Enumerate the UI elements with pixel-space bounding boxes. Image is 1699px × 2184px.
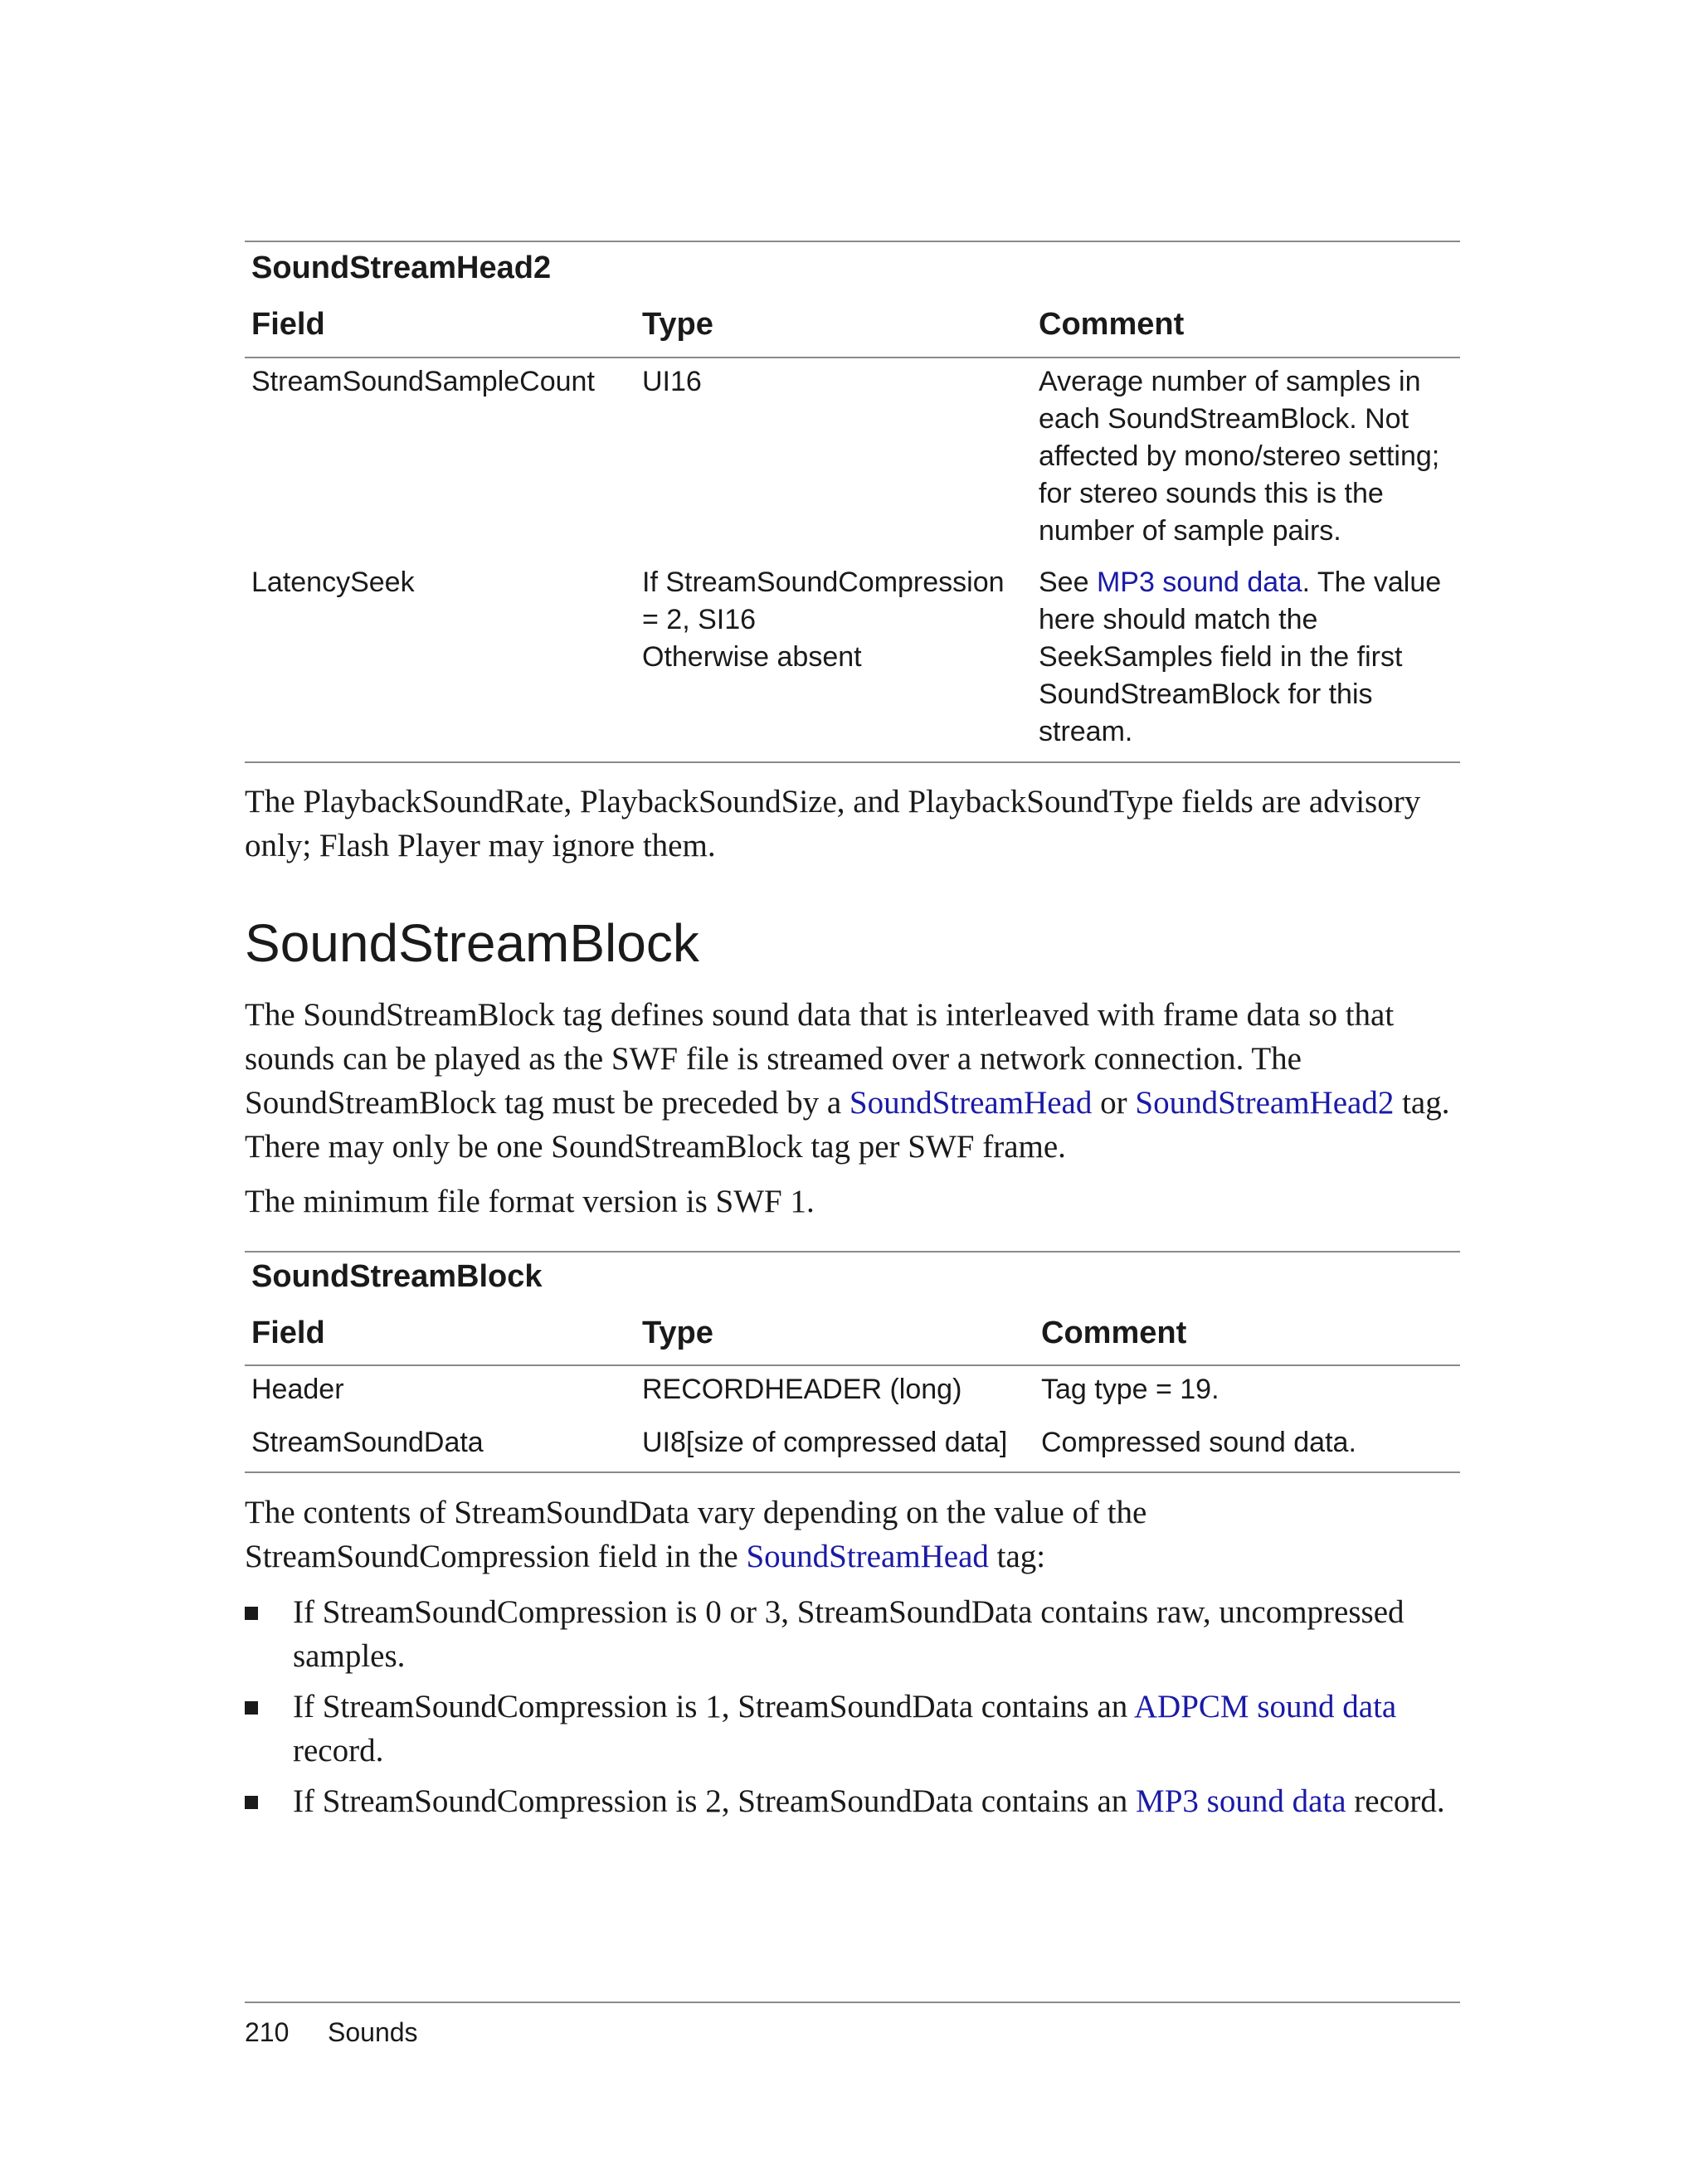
table-title: SoundStreamBlock — [251, 1259, 543, 1294]
type-line: If StreamSoundCompression — [642, 567, 1005, 598]
intro-paragraph — [245, 993, 1460, 1169]
table-top-rule — [245, 1251, 1460, 1253]
list-item-text — [293, 1779, 1460, 1823]
comment-cell: Compressed sound data. — [1041, 1427, 1356, 1458]
contents-text: tag: — [988, 1539, 1046, 1574]
footer-section-name: Sounds — [328, 2017, 418, 2047]
type-line: Otherwise absent — [642, 641, 862, 673]
table-header-rule — [245, 357, 1460, 358]
soundstreamhead2-link[interactable]: SoundStreamHead2 — [1135, 1085, 1395, 1121]
intro-text: The SoundStreamBlock tag defines sound data that is interleaved with frame data so that sounds can be played as the SWF file is streamed over a network connection. The SoundStreamBlock tag must be preceded by a — [245, 997, 1395, 1121]
page-number: 210 — [245, 2017, 290, 2047]
column-header-comment: Comment — [1039, 307, 1185, 342]
type-cell: UI8[size of compressed data] — [642, 1427, 1008, 1458]
soundstreamhead-link[interactable]: SoundStreamHead — [849, 1085, 1093, 1121]
table-top-rule — [245, 241, 1460, 242]
soundstreamhead-link[interactable]: SoundStreamHead — [746, 1539, 989, 1574]
comment-cell — [1039, 564, 1453, 751]
field-cell: StreamSoundData — [251, 1427, 484, 1458]
type-line: = 2, SI16 — [642, 604, 757, 635]
column-header-type: Type — [642, 1316, 713, 1350]
footer-rule — [245, 2002, 1460, 2003]
soundstreamblock-table — [245, 1251, 1460, 1475]
min-version-paragraph: The minimum file format version is SWF 1. — [245, 1184, 815, 1219]
intro-text: tag. There may only be one SoundStreamBlock tag per SWF frame. — [245, 1085, 1450, 1165]
type-cell — [642, 564, 1036, 676]
advisory-paragraph: The PlaybackSoundRate, PlaybackSoundSize, and PlaybackSoundType fields are advisory only; Flash Player may ignore them. — [245, 784, 1421, 863]
mp3-sound-data-link[interactable]: MP3 sound data — [1136, 1783, 1346, 1819]
field-cell: LatencySeek — [251, 567, 415, 598]
comment-text: . The value here should match the SeekSamples field in the first SoundStreamBlock for this stream. — [1039, 567, 1442, 747]
section-heading: SoundStreamBlock — [245, 913, 699, 973]
field-cell: StreamSoundSampleCount — [251, 366, 595, 397]
list-item-text — [293, 1590, 1460, 1678]
column-header-field: Field — [251, 307, 325, 342]
table-header-rule — [245, 1364, 1460, 1366]
comment-text: See — [1039, 567, 1097, 598]
column-header-field: Field — [251, 1316, 325, 1350]
list-item-text-part: If StreamSoundCompression is 1, StreamSoundData contains an — [293, 1689, 1134, 1724]
bullet-square-icon — [245, 1701, 258, 1715]
list-item-text-part: record. — [1346, 1783, 1445, 1819]
column-header-type: Type — [642, 307, 713, 342]
list-item-text-part: If StreamSoundCompression is 0 or 3, StreamSoundData contains raw, uncompressed samples. — [293, 1594, 1404, 1674]
list-item-text-part: If StreamSoundCompression is 2, StreamSoundData contains an — [293, 1783, 1137, 1819]
adpcm-sound-data-link[interactable]: ADPCM sound data — [1133, 1689, 1397, 1724]
list-item-text — [293, 1685, 1460, 1773]
soundstreamhead2-table — [245, 241, 1460, 765]
contents-text: The contents of StreamSoundData vary depending on the value of the StreamSoundCompression field in the — [245, 1495, 1147, 1574]
column-header-comment: Comment — [1041, 1316, 1187, 1350]
table-bottom-rule — [245, 1471, 1460, 1473]
list-item-text-part: record. — [293, 1733, 384, 1768]
bullet-square-icon — [245, 1796, 258, 1809]
comment-cell: Average number of samples in each SoundStreamBlock. Not affected by mono/stereo setting; for stereo sounds this is the number of sample pairs. — [1039, 366, 1440, 547]
contents-paragraph — [245, 1491, 1460, 1578]
table-title: SoundStreamHead2 — [251, 251, 552, 285]
table-bottom-rule — [245, 761, 1460, 763]
intro-text: or — [1092, 1085, 1136, 1121]
mp3-sound-data-link[interactable]: MP3 sound data — [1096, 567, 1302, 598]
comment-cell: Tag type = 19. — [1041, 1374, 1219, 1405]
type-cell: RECORDHEADER (long) — [642, 1374, 962, 1405]
bullet-square-icon — [245, 1607, 258, 1620]
type-cell: UI16 — [642, 366, 702, 397]
field-cell: Header — [251, 1374, 344, 1405]
